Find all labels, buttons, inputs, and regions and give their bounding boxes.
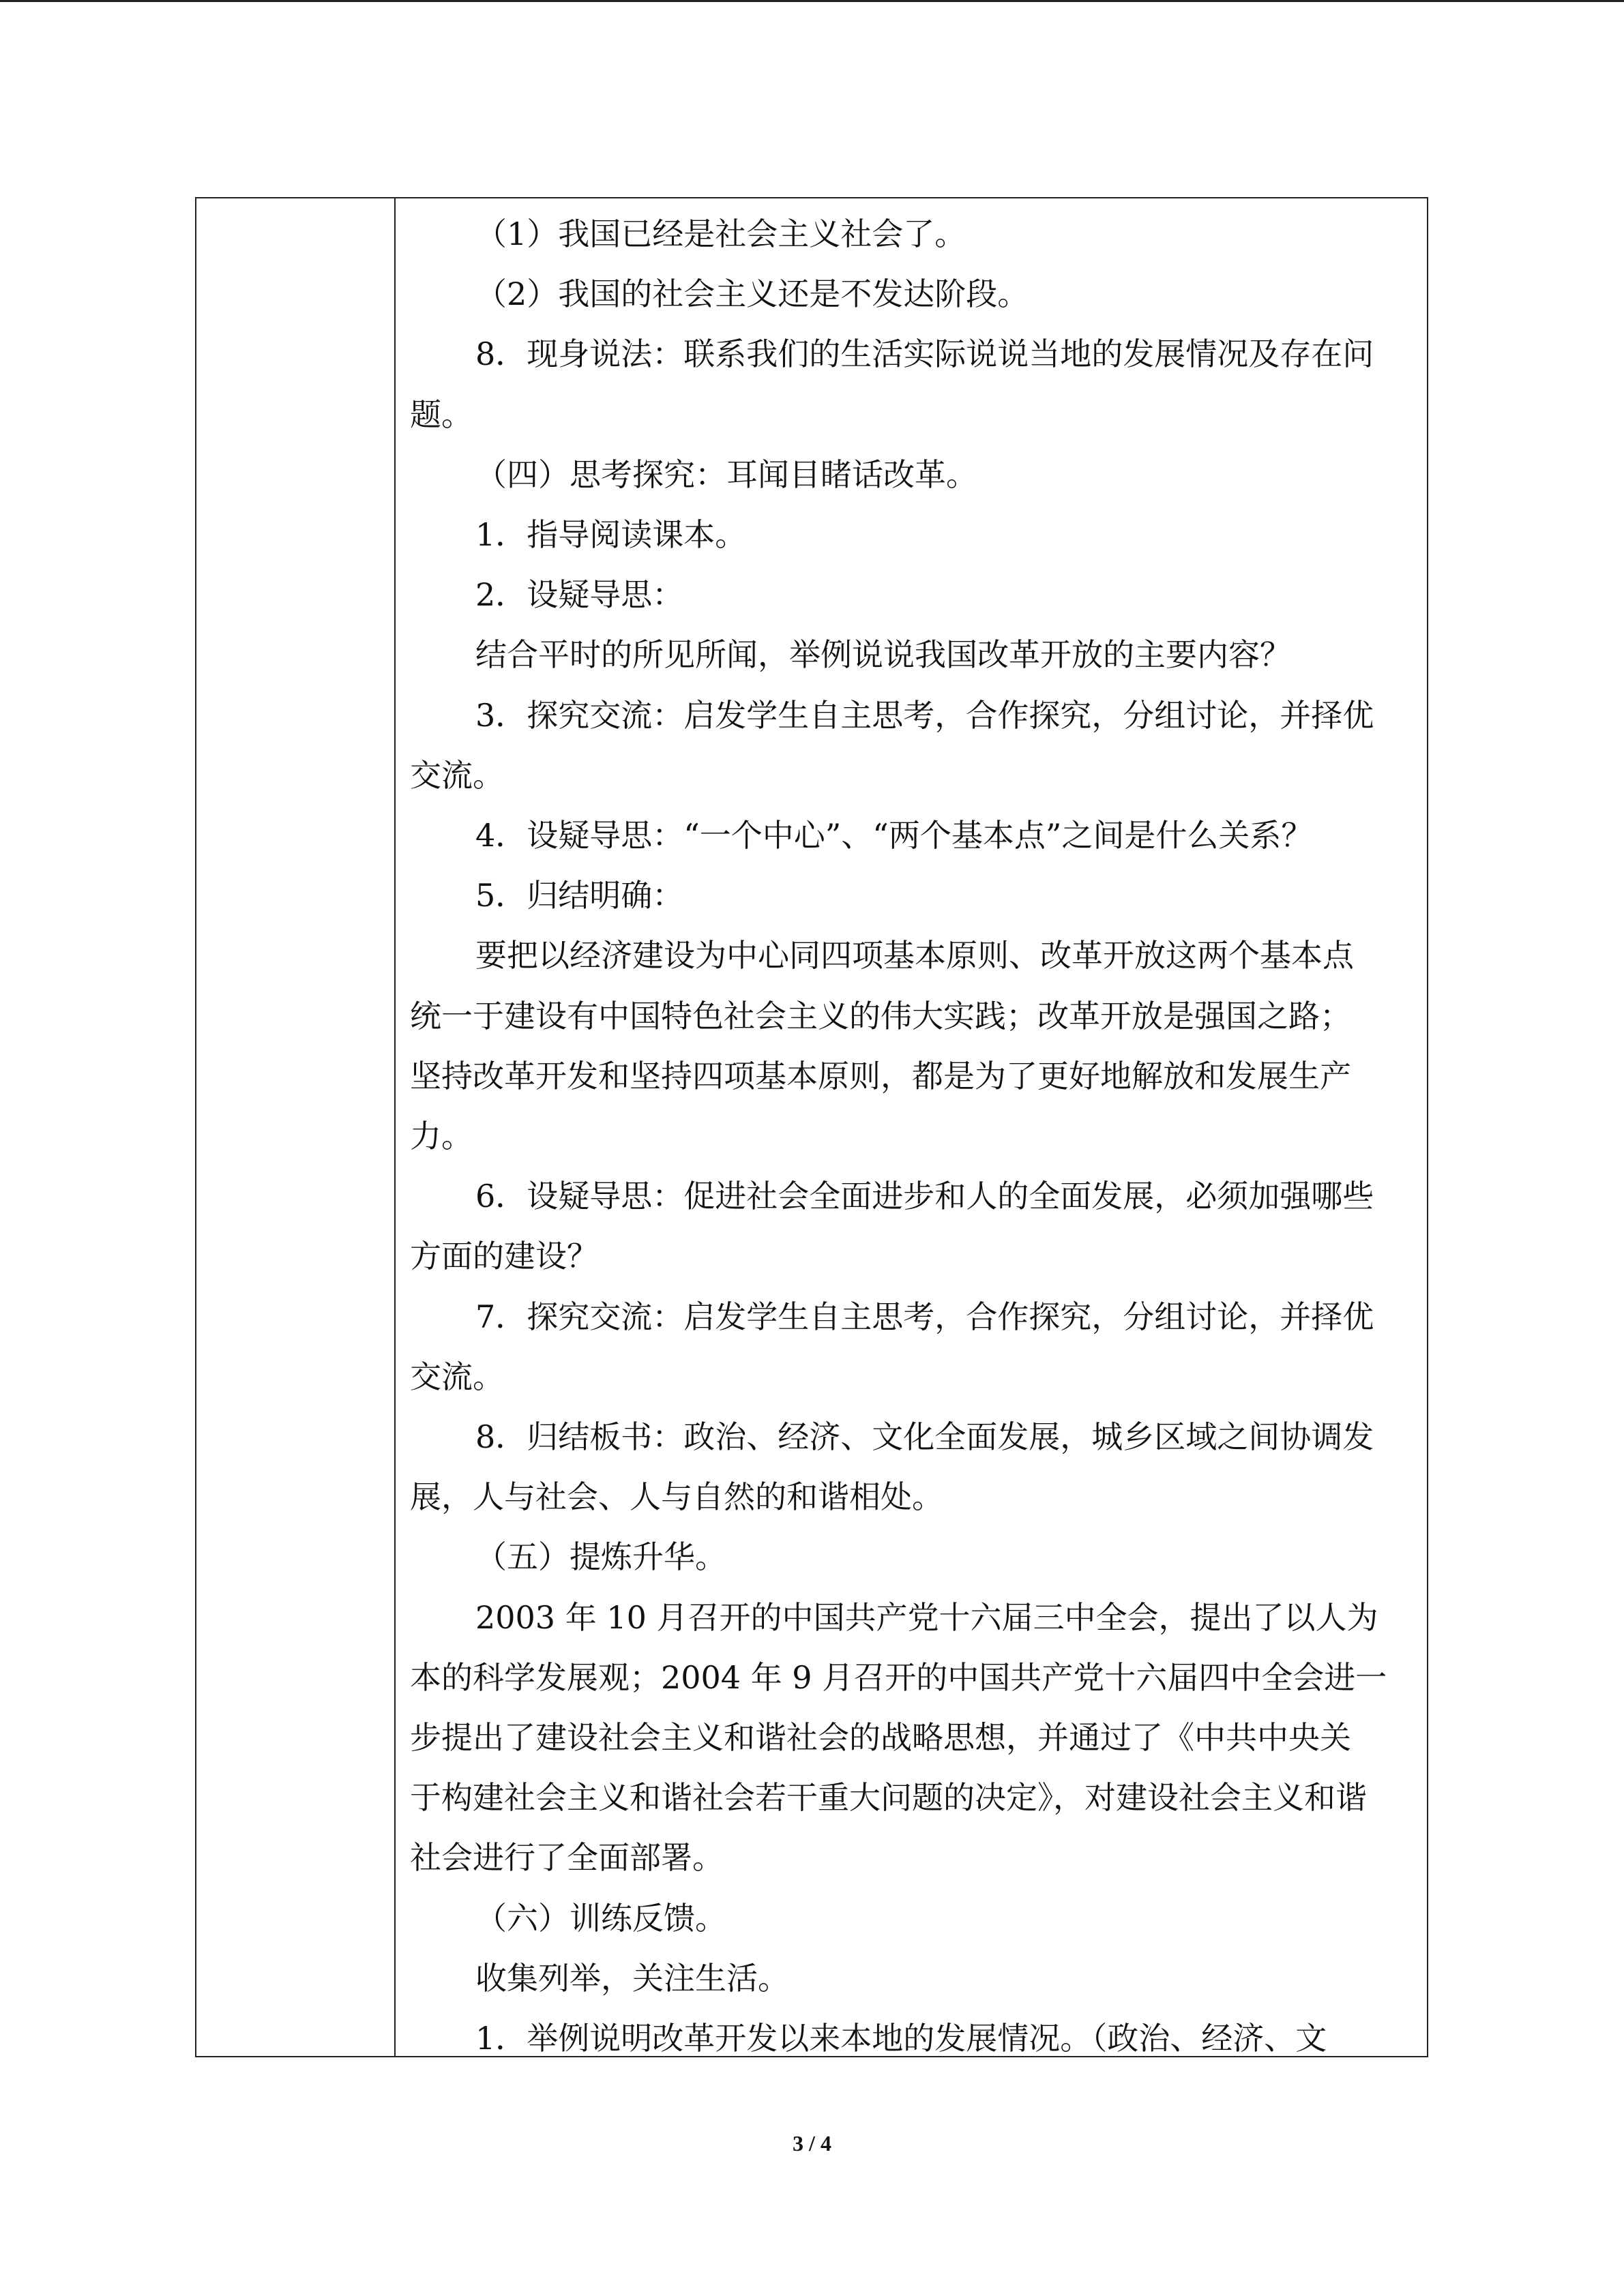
- text-line: （1）我国已经是社会主义社会了。: [475, 215, 966, 252]
- text-line: 4．设疑导思：“一个中心”、“两个基本点”之间是什么关系？: [475, 817, 1313, 854]
- text-line: （2）我国的社会主义还是不发达阶段。: [475, 275, 1029, 313]
- text-line: （五）提炼升华。: [475, 1538, 726, 1576]
- text-line: 1．举例说明改革开发以来本地的发展情况。（政治、经济、文: [475, 2020, 1327, 2056]
- text-line: （四）思考探究：耳闻目睹话改革。: [475, 456, 977, 493]
- text-line: 7．探究交流：启发学生自主思考，合作探究，分组讨论，并择优: [475, 1298, 1374, 1335]
- text-line: 结合平时的所见所闻，举例说说我国改革开放的主要内容？: [475, 636, 1291, 674]
- text-line: 5．归结明确：: [475, 877, 684, 914]
- text-line: 于构建社会主义和谐社会若干重大问题的决定》，对建设社会主义和谐: [410, 1779, 1367, 1817]
- page-number: 3 / 4: [793, 2131, 831, 2156]
- text-line: 3．探究交流：启发学生自主思考，合作探究，分组讨论，并择优: [475, 696, 1374, 734]
- text-line: （六）训练反馈。: [475, 1899, 726, 1937]
- text-line: 方面的建设？: [410, 1238, 598, 1275]
- text-line: 力。: [410, 1118, 473, 1154]
- text-line: 2003 年 10 月召开的中国共产党十六届三中全会，提出了以人为: [475, 1598, 1378, 1636]
- text-line: 8．现身说法：联系我们的生活实际说说当地的发展情况及存在问: [475, 336, 1374, 373]
- text-line: 题。: [410, 396, 473, 433]
- text-line: 展，人与社会、人与自然的和谐相处。: [410, 1478, 943, 1516]
- text-line: 1．指导阅读课本。: [475, 516, 747, 553]
- page-top-border: [0, 0, 1624, 2]
- text-line: 坚持改革开发和坚持四项基本原则，都是为了更好地解放和发展生产: [410, 1057, 1351, 1094]
- text-line: 交流。: [410, 1358, 504, 1395]
- text-line: 统一于建设有中国特色社会主义的伟大实践；改革开放是强国之路；: [410, 997, 1351, 1034]
- text-line: 本的科学发展观；2004 年 9 月召开的中国共产党十六届四中全会进一: [410, 1658, 1387, 1696]
- text-line: 步提出了建设社会主义和谐社会的战略思想，并通过了《中共中央关: [410, 1719, 1351, 1756]
- text-line: 社会进行了全面部署。: [410, 1839, 724, 1877]
- text-line: 收集列举，关注生活。: [475, 1959, 789, 1997]
- text-line: 2．设疑导思：: [475, 576, 684, 614]
- text-line: 要把以经济建设为中心同四项基本原则、改革开放这两个基本点: [475, 937, 1354, 974]
- lesson-table: [195, 197, 1428, 2057]
- table-column-divider: [394, 198, 396, 2056]
- text-line: 8．归结板书：政治、经济、文化全面发展，城乡区域之间协调发: [475, 1418, 1374, 1455]
- table-content-cell: [410, 198, 1413, 2056]
- text-line: 交流。: [410, 756, 504, 794]
- text-line: 6．设疑导思：促进社会全面进步和人的全面发展，必须加强哪些: [475, 1178, 1374, 1215]
